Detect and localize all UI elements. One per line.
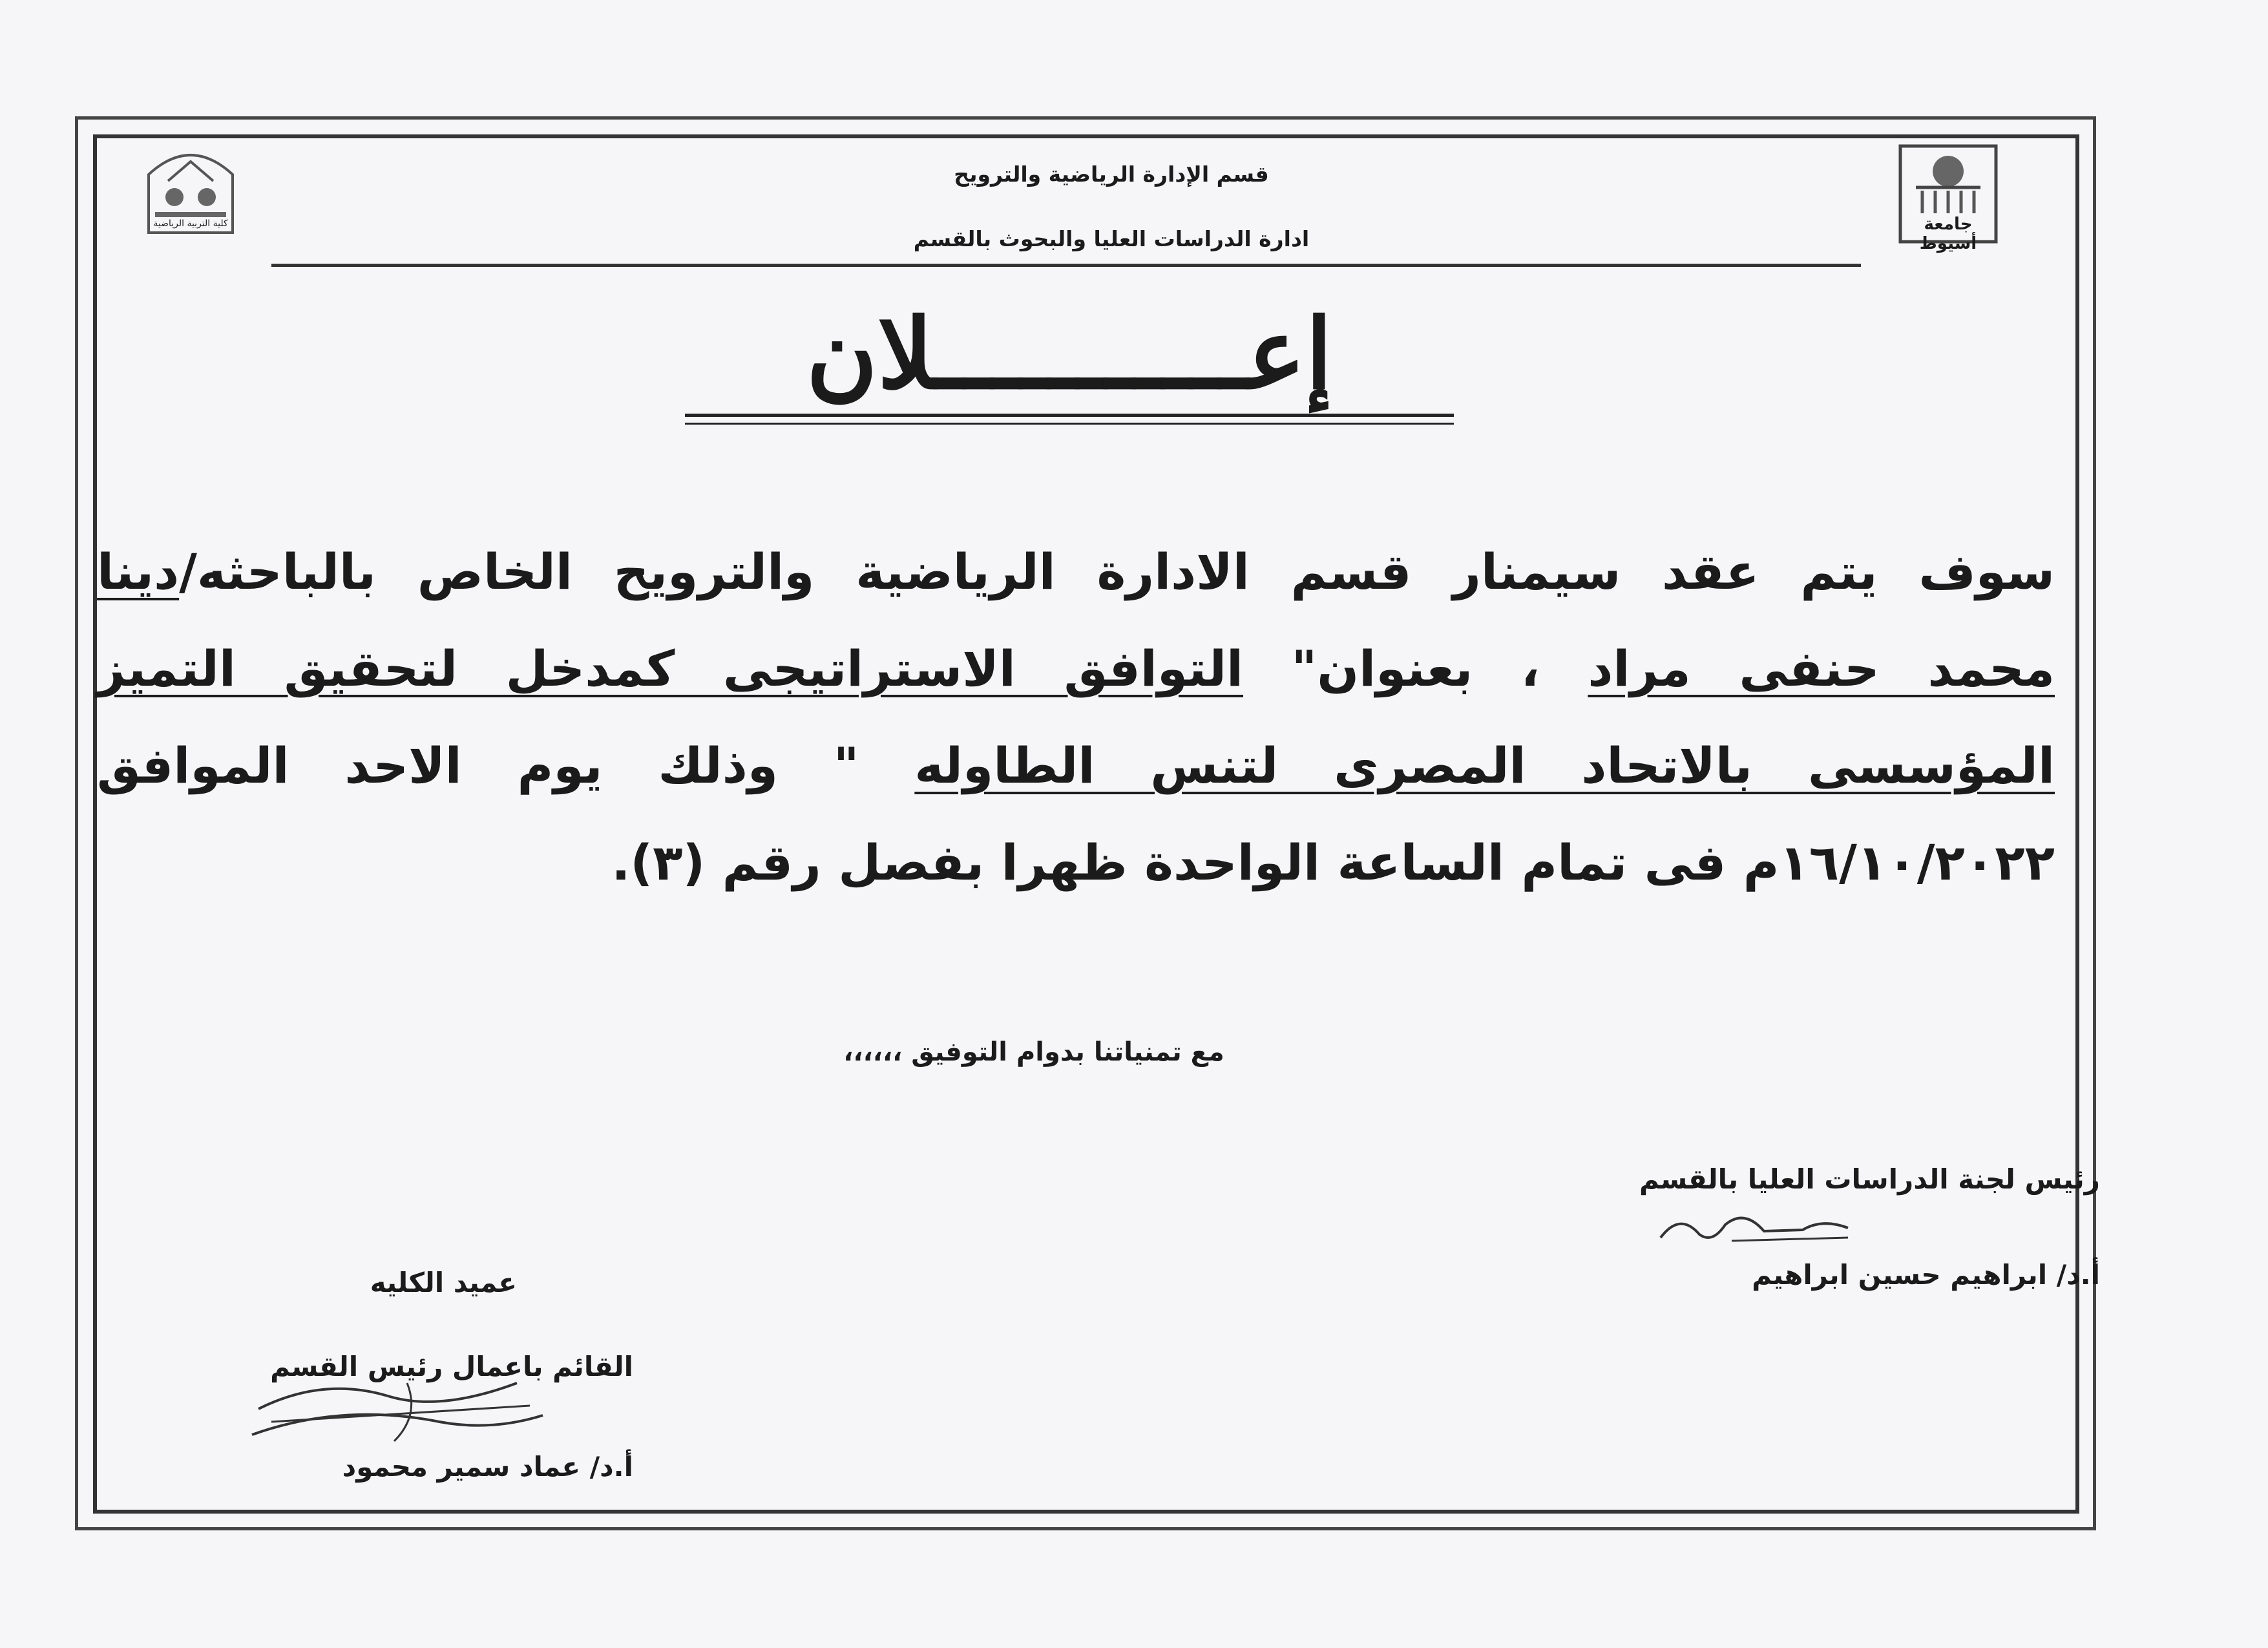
body-line-2 bbox=[97, 640, 2055, 697]
faculty-logo-text: كلية التربية الرياضية bbox=[153, 218, 228, 229]
university-logo-text: جامعة أسيوط bbox=[1919, 215, 1977, 253]
body-text-3: " وذلك يوم الاحد الموافق bbox=[97, 737, 915, 794]
body-line-4 bbox=[452, 834, 2055, 891]
title-underline-double bbox=[685, 423, 1454, 425]
closing-wishes: مع تمنياتنا بدوام التوفيق ،،،،،، bbox=[843, 1037, 1224, 1067]
committee-head-name: أ.د/ ابراهيم حسين ابراهيم bbox=[1752, 1259, 2100, 1291]
department-name: قسم الإدارة الرياضية والترويح bbox=[954, 162, 1269, 187]
faculty-logo bbox=[142, 136, 239, 246]
page-title: إعـــــــــــلان bbox=[806, 297, 1333, 411]
body-text-2: ، بعنوان" bbox=[1243, 640, 1588, 697]
body-text-1: سوف يتم عقد سيمنار قسم الادارة الرياضية والترويح الخاص بالباحثه/ bbox=[179, 543, 2055, 600]
seminar-date-time: ١٦/١٠/٢٠٢٢م فى تمام الساعة الواحدة ظهرا بفصل رقم (٣). bbox=[611, 834, 2055, 891]
acting-head-role: القائم باعمال رئيس القسم bbox=[270, 1351, 633, 1382]
dean-role: عميد الكليه bbox=[370, 1267, 517, 1298]
seminar-topic-part2: المؤسسى بالاتحاد المصرى لتنس الطاوله bbox=[914, 737, 2055, 794]
office-name: ادارة الدراسات العليا والبحوث بالقسم bbox=[913, 226, 1310, 251]
committee-head-role: رئيس لجنة الدراسات العليا بالقسم bbox=[1639, 1163, 2100, 1195]
header-divider bbox=[271, 264, 1861, 267]
committee-head-signature bbox=[1654, 1205, 1867, 1251]
acting-head-signature bbox=[246, 1357, 556, 1461]
acting-head-name: أ.د/ عماد سمير محمود bbox=[342, 1451, 633, 1483]
body-line-1 bbox=[97, 543, 2055, 600]
title-underline bbox=[685, 414, 1454, 417]
researcher-name-part1: دينا bbox=[97, 543, 180, 600]
researcher-name-part2: محمد حنفى مراد bbox=[1588, 640, 2055, 697]
body-line-3 bbox=[97, 737, 2055, 794]
seminar-topic-part1: التوافق الاستراتيجى كمدخل لتحقيق التميز bbox=[97, 640, 1244, 697]
